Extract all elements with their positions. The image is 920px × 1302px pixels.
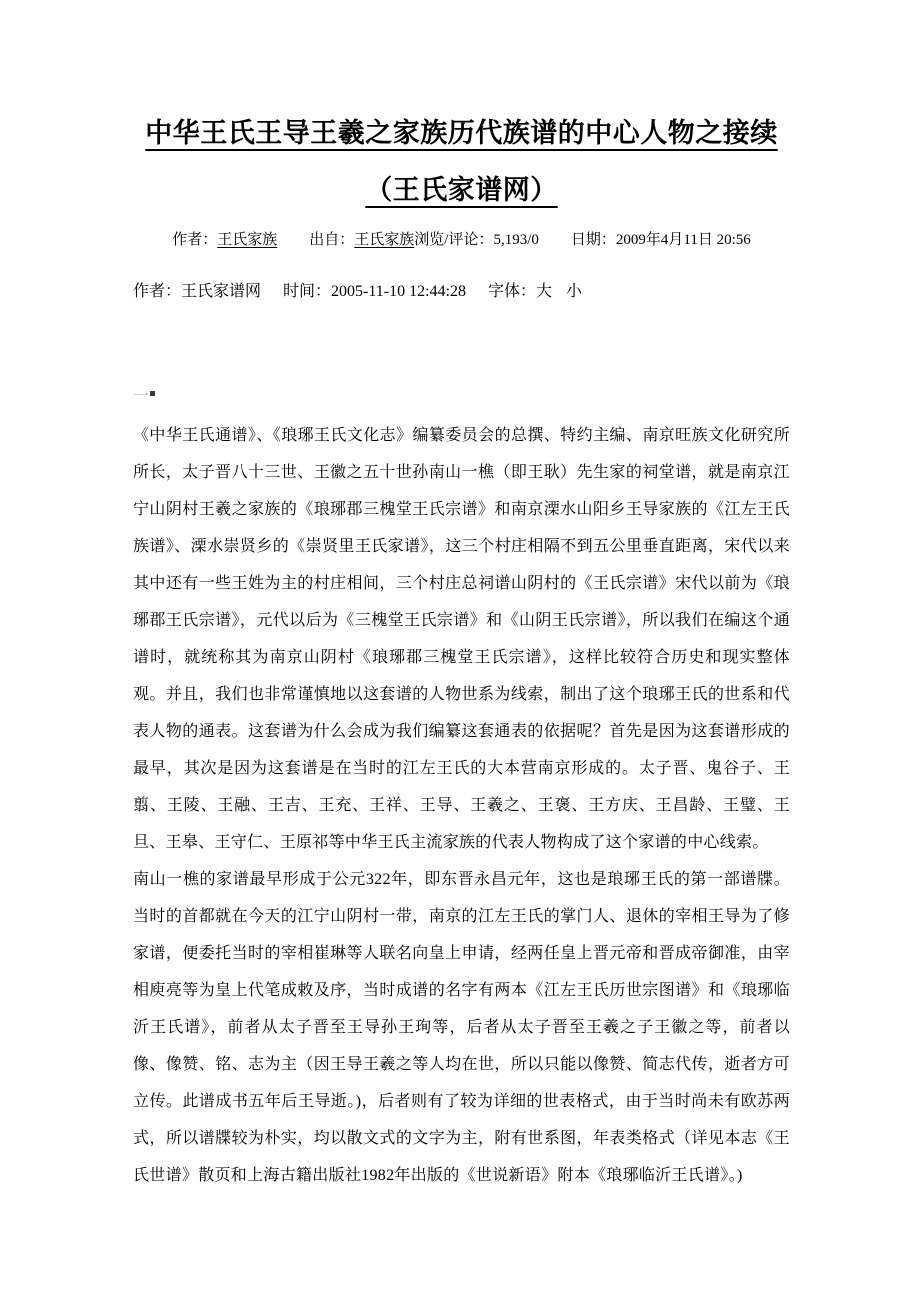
article-meta-row [133, 229, 790, 251]
views-value: 5,193/0 [493, 232, 539, 248]
byline-author-label: 作者： [133, 283, 182, 300]
anchor-dot [150, 391, 155, 396]
font-large-button[interactable]: 大 [536, 283, 553, 300]
byline-author-value: 王氏家谱网 [181, 283, 262, 300]
article-paragraph: 南山一樵的家谱最早形成于公元322年，即东晋永昌元年，这也是琅琊王氏的第一部谱牒。当时的首都就在今天的江宁山阴村一带，南京的江左王氏的掌门人、退休的宰相王导为了修家谱，便委托当时的宰相崔琳等人联名向皇上申请，经两任皇上晋元帝和晋成帝御准，由宰相庾亮等为皇上代笔成敕及序，当时成谱的名字有两本《江左王氏历世宗图谱》和《琅琊临沂王氏谱》，前者从太子晋至王导孙王珣等，后者从太子晋至王羲之子王徽之等，前者以像、像赞、铭、志为主（因王导王羲之等人均在世，所以只能以像赞、简志代传，逝者方可立传。此谱成书五年后王导逝。)，后者则有了较为详细的世表格式，由于当时尚未有欧苏两式，所以谱牒较为朴实，均以散文式的文字为主，附有世系图，年表类格式（详见本志《王氏世谱》散页和上海古籍出版社1982年出版的《世说新语》附本《琅琊临沂王氏谱》。) [133, 871, 790, 1184]
section-heading [133, 387, 790, 407]
font-small-button[interactable]: 小 [566, 283, 583, 300]
author-link[interactable]: 王氏家族 [217, 232, 278, 248]
views-label: 浏览/评论： [414, 232, 494, 248]
source-link[interactable]: 王氏家族 [354, 232, 415, 248]
author-label: 作者： [172, 232, 218, 248]
section-number: 一 [133, 388, 150, 405]
font-size-label: 字体： [488, 283, 537, 300]
date-label: 日期： [570, 232, 616, 248]
byline-row [133, 281, 790, 303]
page-title: 中华王氏王导王羲之家族历代族谱的中心人物之接续（王氏家谱网） [145, 118, 778, 205]
article-paragraph: 《中华王氏通谱》、《琅琊王氏文化志》编纂委员会的总撰、特约主编、南京旺族文化研究所所长，太子晋八十三世、王徽之五十世孙南山一樵（即王耿）先生家的祠堂谱，就是南京江宁山阴村王羲之家族的《琅琊郡三槐堂王氏宗谱》和南京溧水山阳乡王导家族的《江左王氏族谱》、溧水崇贤乡的《崇贤里王氏家谱》，这三个村庄相隔不到五公里垂直距离，宋代以来其中还有一些王姓为主的村庄相间，三个村庄总祠谱山阴村的《王氏宗谱》宋代以前为《琅琊郡王氏宗谱》，元代以后为《三槐堂王氏宗谱》和《山阴王氏宗谱》，所以我们在编这个通谱时，就统称其为南京山阴村《琅琊郡三槐堂王氏宗谱》，这样比较符合历史和现实整体观。并且，我们也非常谨慎地以这套谱的人物世系为线索，制出了这个琅琊王氏的世系和代表人物的通表。这套谱为什么会成为我们编纂这套通表的依据呢？首先是因为这套谱形成的最早，其次是因为这套谱是在当时的江左王氏的大本营南京形成的。太子晋、鬼谷子、王翦、王陵、王融、王吉、王充、王祥、王导、王羲之、王褒、王方庆、王昌龄、王璧、王旦、王皋、王守仁、王原祁等中华王氏主流家族的代表人物构成了这个家谱的中心线索。 [133, 427, 790, 851]
byline-time-label: 时间： [283, 283, 332, 300]
source-label: 出自： [309, 232, 355, 248]
byline-time-value: 2005-11-10 12:44:28 [331, 283, 466, 300]
date-value: 2009年4月11日 20:56 [615, 232, 751, 248]
